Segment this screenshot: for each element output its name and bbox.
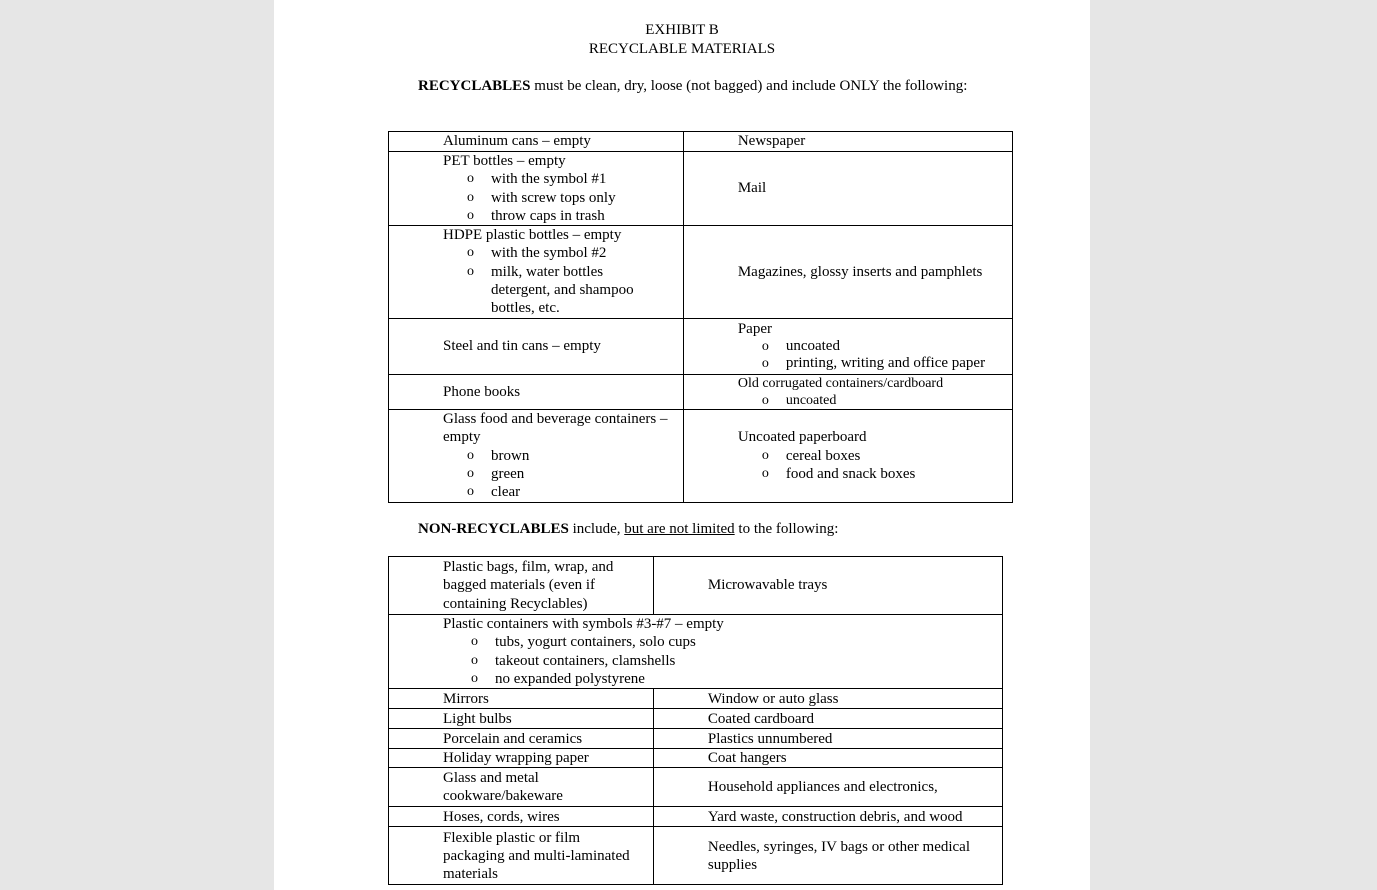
table-cell [389,409,684,502]
list-item: o cereal boxes [761,447,861,464]
bullet-icon: o [467,207,474,223]
table-cell: Plastics unnumbered [653,729,1002,749]
cell-title: Old corrugated containers/cardboard [737,375,944,391]
list-item: o tubs, yogurt containers, solo cups [471,634,696,651]
table-cell: Needles, syringes, IV bags or other medical supplies [653,827,1002,885]
list-item: o no expanded polystyrene [471,670,645,687]
list-item: o brown [467,447,530,464]
non-recyclables-intro: NON-RECYCLABLES include, but are not limited to the following: [418,521,839,537]
bullet-icon: o [471,634,478,650]
bullet-icon: o [467,447,474,463]
list-item: o throw caps in trash [467,207,605,224]
table-cell: Mirrors [389,689,654,709]
bullet-icon: o [471,652,478,668]
recyclables-heading: RECYCLABLES [418,78,531,94]
bullet-icon: o [467,245,474,261]
table-cell [389,152,684,226]
table-cell: Porcelain and ceramics [389,729,654,749]
cell-title: Glass food and beverage containers – empty [443,410,668,446]
table-cell [683,226,1012,318]
table-cell [389,318,684,374]
table-row [389,409,1013,502]
list-item: o uncoated [761,337,840,354]
cell-title: Steel and tin cans – empty [443,338,601,355]
table-cell: Coat hangers [653,749,1002,768]
table-cell [389,226,684,318]
table-row [389,689,1003,709]
cell-title: Aluminum cans – empty [443,133,591,150]
recyclables-table [388,131,1013,503]
document-title: RECYCLABLE MATERIALS [588,41,776,57]
table-row [389,152,1013,226]
bullet-icon: o [761,447,769,463]
bullet-list [443,447,675,502]
list-item: o with screw tops only [467,189,616,206]
list-item: o uncoated [761,392,837,408]
list-item: o with the symbol #2 [467,245,607,262]
table-cell: Holiday wrapping paper [389,749,654,768]
table-cell: Microwavable trays [653,557,1002,615]
exhibit-label: EXHIBIT B [645,22,719,38]
bullet-icon: o [471,670,478,686]
table-cell: Light bulbs [389,709,654,729]
table-row [389,226,1013,318]
table-cell [683,132,1012,152]
cell-title: Magazines, glossy inserts and pamphlets [737,263,983,280]
bullet-list [738,392,1012,409]
document-page [274,0,1090,890]
table-row [389,768,1003,807]
list-item: o clear [467,484,521,501]
cell-title: PET bottles – empty [443,153,566,169]
table-row [389,557,1003,615]
bullet-icon: o [761,392,769,408]
table-row [389,749,1003,768]
cell-title: Mail [737,180,767,197]
table-cell: Hoses, cords, wires [389,807,654,827]
cell-title: Phone books [443,383,521,400]
list-item: o with the symbol #1 [467,171,607,188]
table-cell: Household appliances and electronics, [653,768,1002,807]
cell-title: Plastic containers with symbols #3-#7 – empty [443,616,724,632]
table-cell [683,409,1012,502]
emphasis-text: but are not limited [624,521,735,537]
bullet-icon: o [467,263,474,279]
table-row [389,729,1003,749]
table-row [389,374,1013,409]
recyclables-intro [418,77,978,95]
table-row [389,807,1003,827]
non-recyclables-heading: NON-RECYCLABLES [418,521,569,537]
cell-title: Newspaper [737,133,806,150]
cell-title: HDPE plastic bottles – empty [443,227,622,244]
table-row [389,132,1013,152]
bullet-list [443,170,683,225]
table-cell: Flexible plastic or film packaging and multi-laminated materials [389,827,654,885]
cell-title: Paper [737,320,772,337]
list-item: o food and snack boxes [761,465,916,482]
bullet-icon: o [761,355,769,371]
non-recyclables-table [388,556,1003,885]
table-row [389,709,1003,729]
table-cell: Glass and metal cookware/bakeware [389,768,654,807]
table-cell [683,374,1012,409]
bullet-icon: o [467,189,474,205]
list-item: o green [467,465,525,482]
bullet-list [443,633,1002,688]
table-cell [683,318,1012,374]
bullet-list [443,244,683,317]
table-row [389,615,1003,689]
table-cell [683,152,1012,226]
cell-title: Uncoated paperboard [737,429,867,446]
table-cell [389,374,684,409]
table-row [389,827,1003,885]
bullet-list [738,447,1012,484]
list-item: o takeout containers, clamshells [471,652,676,669]
table-cell: Yard waste, construction debris, and wood [653,807,1002,827]
table-row [389,318,1013,374]
list-item: o printing, writing and office paper [761,354,986,371]
bullet-list [738,338,1012,372]
table-cell [389,615,1003,689]
bullet-icon: o [761,465,769,481]
table-cell: Window or auto glass [653,689,1002,709]
recyclables-intro-text: must be clean, dry, loose (not bagged) and include ONLY the following: [530,78,968,94]
list-item: o milk, water bottles detergent, and shampoo bottles, etc. [467,263,634,317]
bullet-icon: o [761,338,769,354]
bullet-icon: o [467,465,474,481]
bullet-icon: o [467,484,474,500]
table-cell: Coated cardboard [653,709,1002,729]
table-cell [389,132,684,152]
bullet-icon: o [467,171,474,187]
table-cell: Plastic bags, film, wrap, and bagged materials (even if containing Recyclables) [389,557,654,615]
